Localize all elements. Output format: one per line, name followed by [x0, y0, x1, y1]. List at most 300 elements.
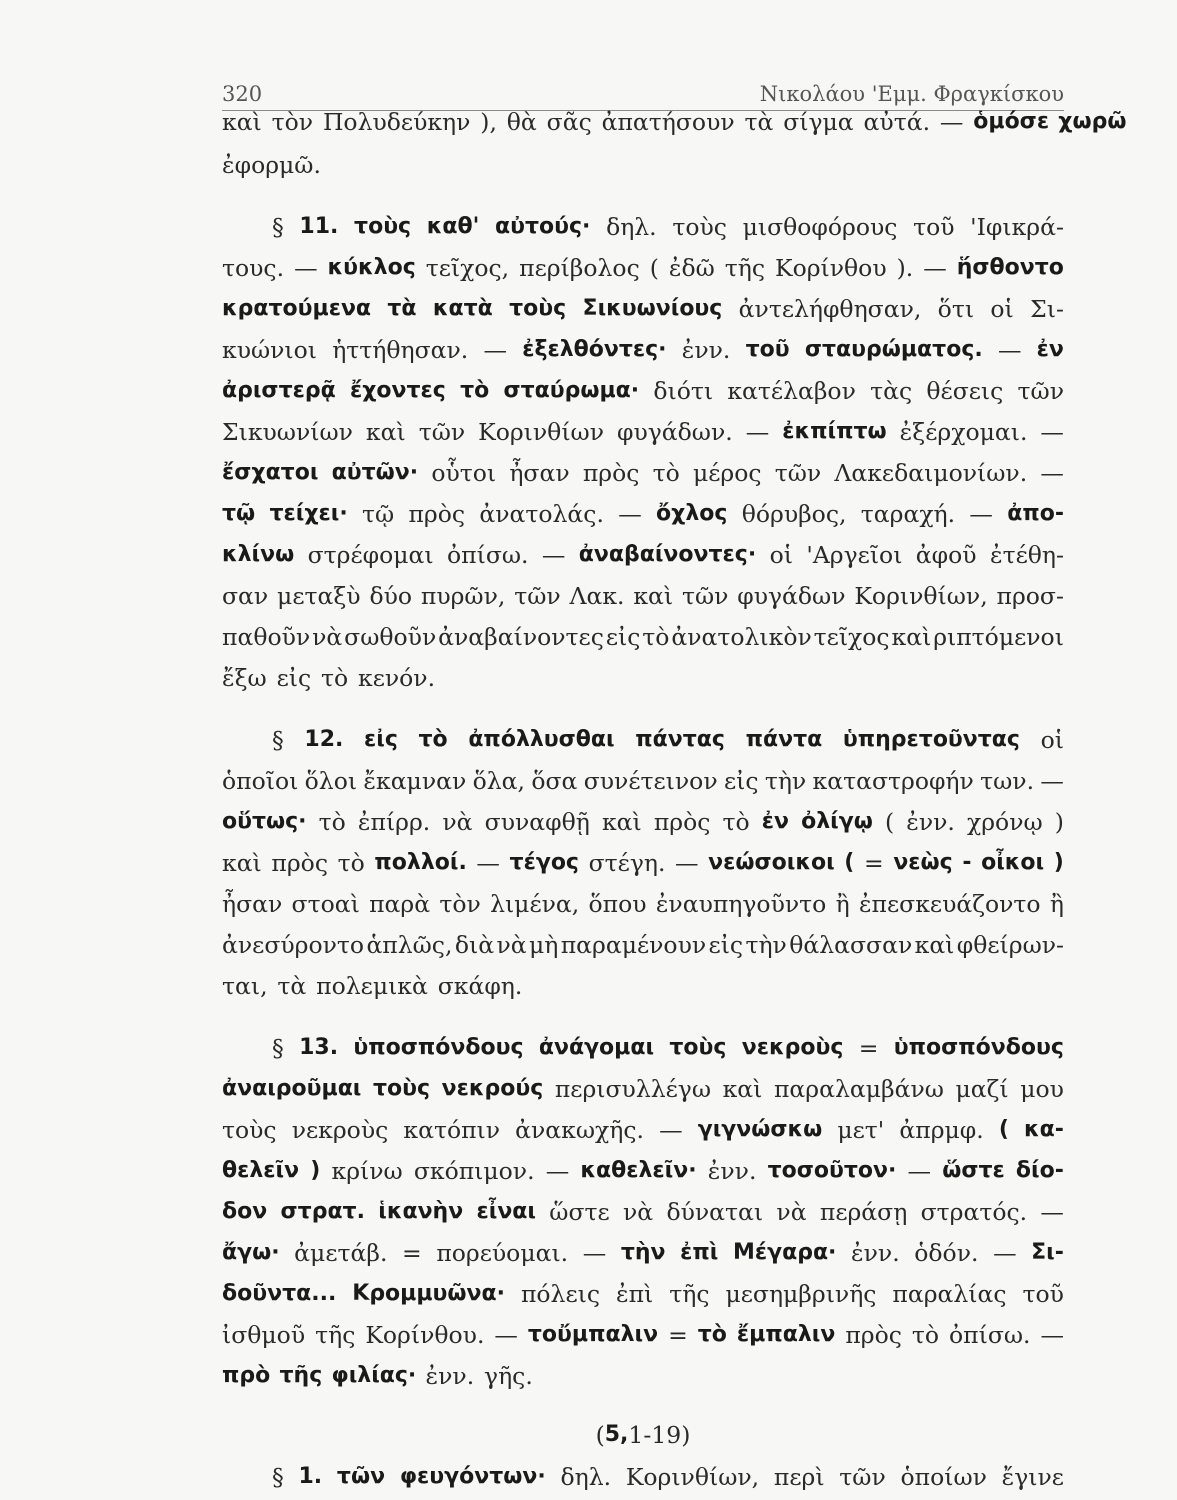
lemma-word: -: [962, 850, 972, 875]
word: §: [272, 1463, 284, 1491]
word: —: [294, 254, 318, 282]
lemma-word: φευγόντων·: [399, 1464, 546, 1489]
word: ὅλα,: [472, 767, 525, 795]
word: τῶν: [1017, 377, 1064, 405]
word: θάλασσαν: [789, 931, 913, 959]
word: ἔκαμναν: [363, 767, 467, 795]
word: ὀπίσω.: [949, 1321, 1031, 1349]
word: στρατός.: [920, 1198, 1028, 1226]
word: πορεύομαι.: [436, 1239, 569, 1267]
lemma-word: τὴν: [620, 1240, 666, 1265]
lemma-word: ὁμόσε: [973, 109, 1050, 134]
lemma-word: 1.: [298, 1464, 323, 1489]
text-line: [222, 108, 1127, 136]
word: —: [659, 1116, 683, 1144]
word: ἡττήθησαν.: [332, 336, 469, 364]
lemma-word: τὸ: [460, 378, 490, 403]
page-header: [222, 66, 1064, 111]
text-line: [222, 1421, 1064, 1449]
word: κρίνω: [331, 1157, 403, 1185]
word: νὰ: [776, 1198, 807, 1226]
lemma-word: ὑποσπόνδους: [353, 1035, 524, 1060]
lemma-word: οἶκοι: [981, 850, 1045, 875]
lemma-word: πρὸ: [222, 1363, 271, 1388]
lemma-word: ἔσχατοι: [222, 460, 319, 485]
text-line: [222, 459, 1064, 487]
word: τὰ: [277, 972, 307, 1000]
word: εἰς: [708, 931, 744, 959]
lemma-word: Σικυωνίους: [582, 296, 723, 321]
word: §: [272, 213, 284, 241]
word: τὸ: [337, 849, 365, 877]
word: ὅτι: [937, 295, 975, 323]
word: μισθοφόρους: [742, 213, 898, 241]
lemma-word: θελεῖν: [222, 1158, 300, 1183]
word: ἀνακωχῆς.: [515, 1116, 644, 1144]
word: ἐνν.: [681, 336, 731, 364]
word: ἐδῶ: [668, 254, 715, 282]
word: τοῦ: [913, 213, 955, 241]
word: συνέτεινον: [583, 767, 718, 795]
word: σαν: [222, 582, 269, 610]
word: σκάφη.: [437, 972, 523, 1000]
text-line: [222, 1157, 1064, 1185]
word: συναφθῇ: [484, 808, 590, 836]
word: ταραχή.: [860, 500, 956, 528]
word: ἦσαν: [222, 890, 283, 918]
text-line: [272, 1034, 1064, 1062]
word: κατέλαβον: [727, 377, 856, 405]
text-line: [222, 1362, 1064, 1390]
word: κατόπιν: [403, 1116, 501, 1144]
word: νὰ: [442, 808, 473, 836]
word: τὴν: [745, 931, 787, 959]
word: ὁποίων: [900, 1463, 987, 1491]
lemma-word: κατὰ: [432, 296, 493, 321]
running-title: Νικολάου 'Εμμ. Φραγκίσκου: [759, 82, 1064, 106]
lemma-word: καθ': [426, 214, 480, 239]
lemma-word: καθελεῖν·: [580, 1158, 697, 1183]
text-line: [222, 1321, 1064, 1349]
word: πολεμικὰ: [316, 972, 428, 1000]
word: ὀπίσω.: [447, 541, 529, 569]
lemma-word: τῶν: [336, 1464, 386, 1489]
word: —: [907, 1157, 932, 1185]
word: =: [863, 849, 884, 877]
word: Σι-: [1030, 295, 1064, 323]
word: νὰ: [496, 931, 527, 959]
word: τῆς: [724, 254, 766, 282]
lemma-word: κρατούμενα: [222, 296, 372, 321]
lemma-word: πάντα: [745, 727, 823, 752]
word: =: [402, 1239, 422, 1267]
word: Κορίνθου.: [365, 1321, 485, 1349]
word: καὶ: [722, 1075, 763, 1103]
word: 1: [628, 1421, 644, 1449]
word: ἀφοῦ: [915, 541, 977, 569]
word: ἐξέρχομαι.: [899, 418, 1028, 446]
word: δύο: [369, 582, 413, 610]
word: τοῦ: [1022, 1280, 1064, 1308]
word: τεῖχος: [813, 623, 890, 651]
word: τὸν: [271, 108, 314, 136]
word: ὥστε: [549, 1198, 610, 1226]
word: νεκροὺς: [291, 1116, 389, 1144]
lemma-word: τείχει·: [269, 501, 348, 526]
lemma-word: ἔμπαλιν: [736, 1322, 836, 1347]
word: —: [545, 1157, 570, 1185]
word: κυώνιοι: [222, 336, 317, 364]
word: (: [595, 1421, 605, 1449]
word: καὶ: [601, 808, 642, 836]
word: ἀμετάβ.: [294, 1239, 388, 1267]
word: 'Ιφικρά-: [970, 213, 1064, 241]
word: τῶν: [681, 582, 729, 610]
word: ).: [896, 254, 914, 282]
word: τῶν: [774, 459, 822, 487]
word: καὶ: [633, 582, 674, 610]
word: παραλίας: [892, 1280, 1007, 1308]
lemma-word: τέγος: [509, 850, 579, 875]
word: παρὰ: [369, 890, 431, 918]
word: περίβολος: [519, 254, 640, 282]
word: —: [1040, 767, 1064, 795]
text-line: [222, 500, 1064, 528]
word: θέσεις: [926, 377, 1004, 405]
word: ται,: [222, 972, 268, 1000]
word: καὶ: [222, 849, 262, 877]
text-line: [222, 808, 1064, 836]
lemma-word: στρατ.: [280, 1199, 365, 1224]
lemma-word: (: [998, 1117, 1009, 1142]
word: τοὺς: [222, 1116, 277, 1144]
text-line: [222, 767, 1064, 795]
lemma-word: γιγνώσκω: [697, 1117, 823, 1142]
word: οἱ: [769, 541, 793, 569]
word: (: [649, 254, 659, 282]
word: νὰ: [312, 623, 343, 651]
word: 'Αργεῖοι: [806, 541, 903, 569]
word: φυγάδων.: [617, 418, 733, 446]
lemma-word: κα-: [1024, 1117, 1064, 1142]
lemma-word: τὰ: [387, 296, 417, 321]
word: =: [858, 1034, 879, 1062]
text-line: [222, 377, 1064, 405]
text-line: [272, 726, 1064, 754]
word: των.: [980, 767, 1035, 795]
text-line: [222, 1075, 1064, 1103]
word: 19: [651, 1421, 682, 1449]
lemma-word: ἔχοντες: [349, 378, 446, 403]
word: σκόπιμον.: [413, 1157, 535, 1185]
word: δύναται: [666, 1198, 764, 1226]
word: τῆς: [315, 1321, 356, 1349]
word: παραμένουν: [560, 931, 707, 959]
text-line: [272, 1463, 1064, 1491]
word: αὐτά.: [863, 108, 931, 136]
lemma-word: ἐν: [761, 809, 790, 834]
text-line: [222, 890, 1064, 918]
lemma-word: τοὺς: [509, 296, 567, 321]
lemma-word: εἶναι: [476, 1199, 536, 1224]
lemma-word: ὀλίγῳ: [801, 809, 873, 834]
text-line: [222, 1116, 1064, 1144]
word: στρέφομαι: [307, 541, 434, 569]
lemma-word: Σι-: [1031, 1240, 1064, 1265]
word: ἀντελήφθησαν,: [738, 295, 922, 323]
word: τὴν: [764, 767, 807, 795]
lemma-word: ἐν: [1036, 337, 1064, 362]
word: περισυλλέγω: [554, 1075, 712, 1103]
word: τὰ: [744, 108, 774, 136]
word: ἀνατολάς.: [479, 500, 604, 528]
word: ἢ: [1049, 890, 1064, 918]
text-line: [222, 1280, 1064, 1308]
word: ἐφορμῶ.: [222, 151, 321, 179]
word: ἐπεσκευάζοντο: [858, 890, 1041, 918]
text-line: [222, 418, 1064, 446]
lemma-word: ἄγω·: [222, 1240, 280, 1265]
lemma-word: 12.: [304, 727, 344, 752]
word: —: [541, 541, 566, 569]
lemma-word: τὸ: [418, 727, 448, 752]
word: ἀπατήσουν: [601, 108, 735, 136]
word: σωθοῦν: [344, 623, 437, 651]
lemma-word: ἀναβαίνοντες·: [578, 542, 757, 567]
lemma-word: Μέγαρα·: [732, 1240, 837, 1265]
word: ἰσθμοῦ: [222, 1321, 306, 1349]
word: —: [1040, 1198, 1064, 1226]
word: πρὸς: [408, 500, 466, 528]
word: τῷ: [362, 500, 395, 528]
word: ἦσαν: [509, 459, 570, 487]
lemma-word: ἐπὶ: [680, 1240, 719, 1265]
lemma-word: ὥστε: [942, 1158, 1005, 1183]
word: φθείρων-: [956, 931, 1064, 959]
word: Σικυωνίων: [222, 418, 353, 446]
word: (: [884, 808, 895, 836]
lemma-word: νεκροὺς: [741, 1035, 844, 1060]
word: τεῖχος,: [425, 254, 510, 282]
word: —: [997, 336, 1022, 364]
lemma-word: δίο-: [1015, 1158, 1064, 1183]
word: πυρῶν,: [420, 582, 506, 610]
word: πρὸς: [582, 459, 640, 487]
word: Κορινθίων: [478, 418, 604, 446]
text-line: [222, 582, 1064, 610]
word: ὁποῖοι: [222, 767, 299, 795]
word: θὰ: [506, 108, 537, 136]
word: —: [476, 849, 500, 877]
word: μεταξὺ: [277, 582, 361, 610]
lemma-word: δοῦντα...: [222, 1281, 337, 1306]
word: ἔξω: [222, 664, 267, 692]
lemma-word: ἀνάγομαι: [538, 1035, 655, 1060]
word: —: [969, 500, 993, 528]
word: ἀνεσύροντο: [222, 931, 365, 959]
word: τῶν: [514, 582, 561, 610]
text-line: [222, 541, 1064, 569]
lemma-word: Κρομμυῶνα·: [352, 1281, 505, 1306]
word: —: [923, 254, 947, 282]
word: περάσῃ: [819, 1198, 908, 1226]
lemma-word: νεὼς: [893, 850, 953, 875]
lemma-word: 11.: [299, 214, 339, 239]
word: —: [675, 849, 699, 877]
word: καὶ: [891, 623, 932, 651]
word: πρὸς: [271, 849, 328, 877]
word: τῶν: [839, 1463, 886, 1491]
page-number: 320: [222, 82, 263, 106]
lemma-word: κλίνω: [222, 542, 295, 567]
word: τὸ: [642, 623, 670, 651]
word: ἀπρμφ.: [899, 1116, 984, 1144]
word: οὗτοι: [431, 459, 497, 487]
lemma-word: 13.: [299, 1035, 339, 1060]
text-line: [222, 1198, 1064, 1226]
lemma-word: ): [1053, 850, 1064, 875]
word: πόλεις: [520, 1280, 601, 1308]
text-line: [272, 213, 1064, 241]
word: ἀνατολικὸν: [671, 623, 812, 651]
text-line: [222, 931, 1064, 959]
word: πρὸς: [845, 1321, 902, 1349]
word: -: [643, 1421, 652, 1449]
word: γῆς.: [484, 1362, 533, 1390]
word: μεσημβρινῆς: [725, 1280, 877, 1308]
word: —: [1040, 1321, 1064, 1349]
word: τους.: [222, 254, 285, 282]
word: καταστροφήν: [812, 767, 974, 795]
word: Κορινθίων,: [625, 1463, 760, 1491]
lemma-word: αὐτούς·: [495, 214, 591, 239]
word: τὰς: [870, 377, 913, 405]
text-line: [222, 849, 1064, 877]
word: ἐπίρρ.: [357, 808, 431, 836]
lemma-word: νεώσοικοι: [708, 850, 835, 875]
lemma-word: πάντας: [635, 727, 725, 752]
lemma-word: ἐκπίπτω: [782, 419, 887, 444]
word: —: [993, 1239, 1017, 1267]
word: ὅπου: [588, 890, 647, 918]
lemma-word: τοὔμπαλιν: [527, 1322, 659, 1347]
word: τὸ: [652, 459, 680, 487]
word: δηλ.: [560, 1463, 612, 1491]
word: καὶ: [365, 418, 406, 446]
lemma-word: ἱκανὴν: [378, 1199, 464, 1224]
word: οἱ: [1040, 726, 1064, 754]
lemma-word: τὸ: [697, 1322, 727, 1347]
word: τὸ: [722, 808, 750, 836]
word: καὶ: [222, 108, 262, 136]
word: Λακ.: [569, 582, 625, 610]
word: μέρος: [692, 459, 762, 487]
word: —: [618, 500, 642, 528]
word: Λακεδαιμονίων.: [834, 459, 1028, 487]
word: τὸ: [318, 808, 346, 836]
lemma-word: ἥσθοντο: [956, 255, 1064, 280]
word: δηλ.: [606, 213, 657, 241]
word: Κορίνθου: [775, 254, 887, 282]
word: χρόνῳ: [967, 808, 1043, 836]
word: —: [745, 418, 770, 446]
word: —: [1040, 459, 1064, 487]
lemma-word: τοὺς: [372, 1076, 431, 1101]
word: ἀναβαίνοντες: [438, 623, 604, 651]
lemma-word: ἀπόλλυσθαι: [468, 727, 615, 752]
lemma-word: οὕτως·: [222, 809, 307, 834]
word: —: [582, 1239, 607, 1267]
word: εἰς: [605, 623, 641, 651]
text-line: [222, 336, 1064, 364]
word: θόρυβος,: [741, 500, 847, 528]
text-line: [222, 623, 1064, 651]
lemma-word: κύκλος: [327, 255, 416, 280]
word: μετ': [837, 1116, 885, 1144]
word: —: [939, 108, 964, 136]
lemma-word: δον: [222, 1199, 268, 1224]
word: προσ-: [996, 582, 1064, 610]
word: τὸ: [911, 1321, 940, 1349]
word: παραλαμβάνω: [773, 1075, 944, 1103]
word: τὸ: [321, 664, 349, 692]
lemma-word: ἀναιροῦμαι: [222, 1076, 362, 1101]
word: λιμένα,: [490, 890, 580, 918]
word: διὰ: [454, 931, 495, 959]
word: ὅσα: [531, 767, 578, 795]
lemma-word: φιλίας·: [331, 1363, 417, 1388]
word: σίγμα: [783, 108, 854, 136]
text-line: [222, 151, 1064, 179]
word: ἐτέθη-: [989, 541, 1064, 569]
lemma-word: ἐξελθόντες·: [522, 337, 667, 362]
word: οἱ: [990, 295, 1014, 323]
lemma-word: ὑπηρετοῦντας: [842, 727, 1020, 752]
word: ἐνν.: [851, 1239, 900, 1267]
word: τὸν: [439, 890, 481, 918]
word: τῆς: [669, 1280, 710, 1308]
lemma-word: πολλοί.: [374, 850, 467, 875]
lemma-word: σταυρώματος.: [804, 337, 983, 362]
lemma-word: τοῦ: [745, 337, 790, 362]
word: §: [272, 726, 284, 754]
word: διότι: [653, 377, 714, 405]
word: §: [272, 1034, 284, 1062]
word: εἰς: [723, 767, 759, 795]
lemma-word: τοσοῦτον·: [767, 1158, 897, 1183]
word: =: [668, 1321, 688, 1349]
word: μὴ: [528, 931, 559, 959]
word: στέγη.: [588, 849, 666, 877]
word: κενόν.: [358, 664, 436, 692]
lemma-word: τῷ: [222, 501, 256, 526]
word: νὰ: [622, 1198, 654, 1226]
word: τοὺς: [672, 213, 727, 241]
word: παθοῦν: [222, 623, 311, 651]
word: στοαὶ: [291, 890, 360, 918]
lemma-word: 5,: [604, 1422, 629, 1447]
text-line: [222, 254, 1064, 282]
lemma-word: εἰς: [364, 727, 398, 752]
word: φυγάδων: [737, 582, 846, 610]
word: τῶν: [418, 418, 466, 446]
word: ἔγινε: [1001, 1463, 1064, 1491]
lemma-word: χωρῶ: [1058, 109, 1127, 134]
text-line: [222, 1239, 1064, 1267]
word: ),: [480, 108, 497, 136]
lemma-word: τοὺς: [354, 214, 412, 239]
word: καὶ: [914, 931, 955, 959]
